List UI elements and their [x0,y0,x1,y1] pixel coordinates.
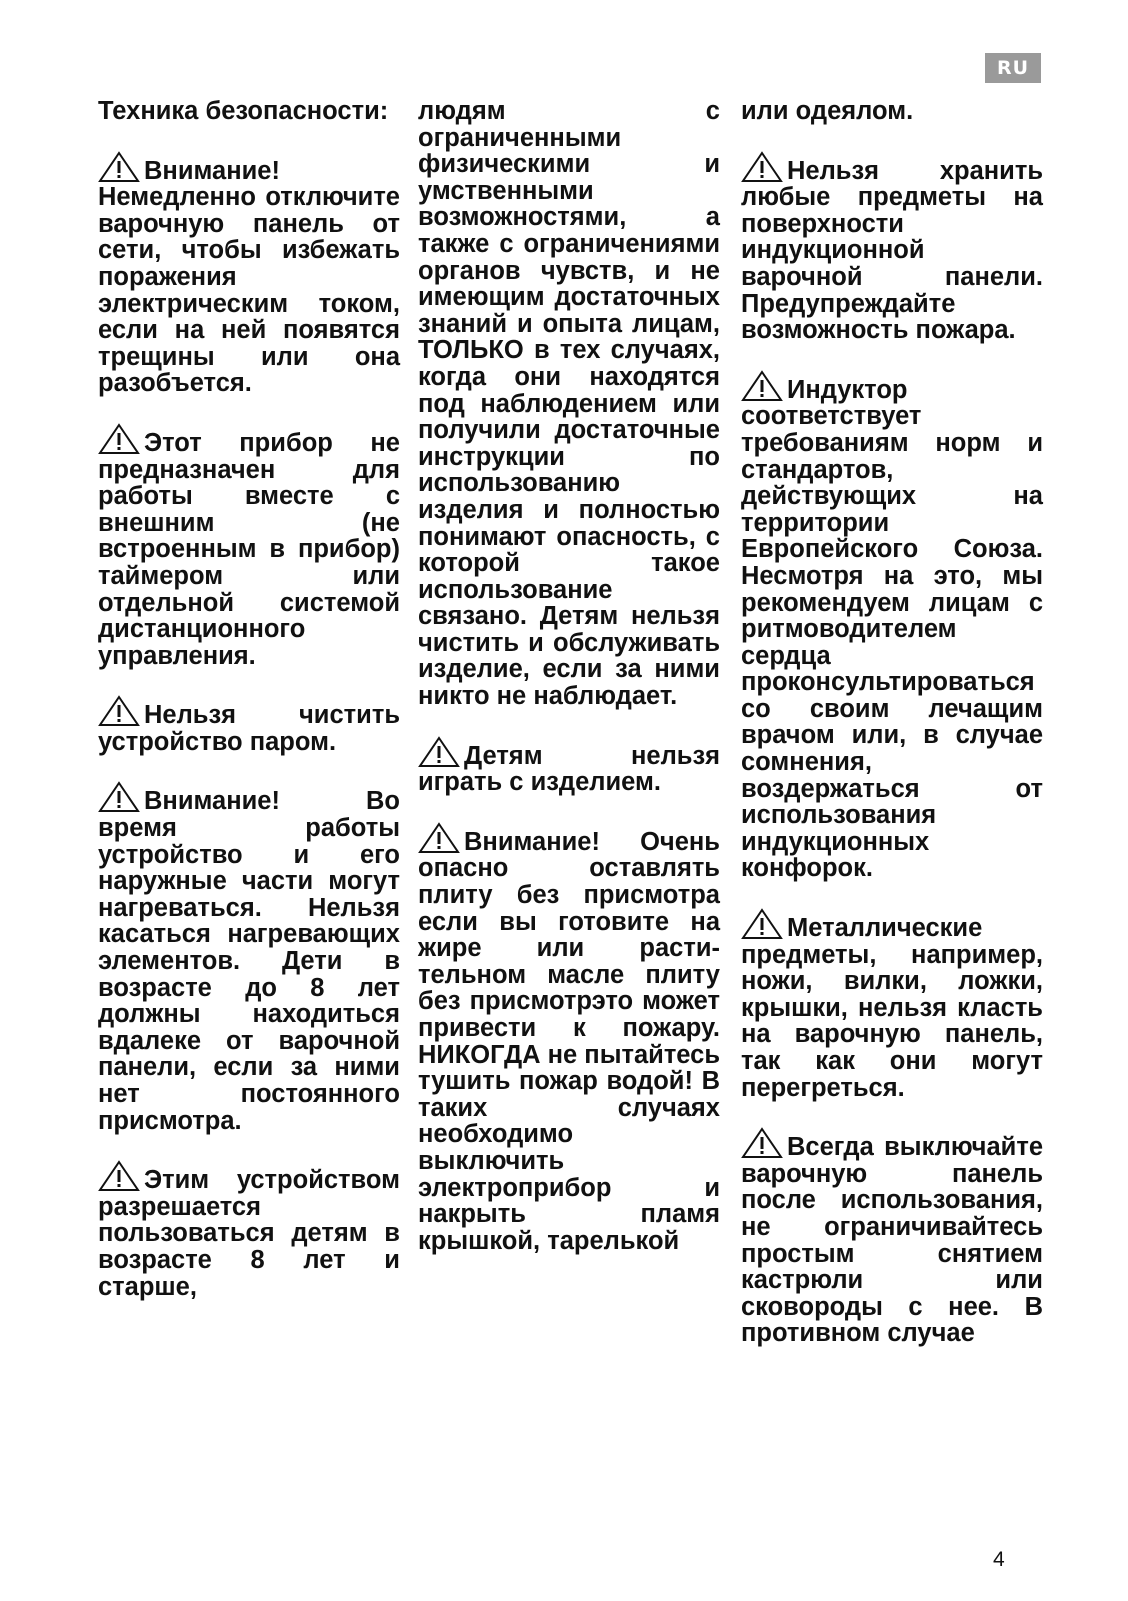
warning-paragraph [418,736,720,796]
warning-triangle-icon [418,822,460,854]
paragraph-text: Этот прибор не предназначен для работы вместе с внешним (не встроенным в прибор) таймером или отдельной системой дистанционного управления. [98,428,400,670]
text-column-2 [418,98,720,1280]
warning-paragraph [418,822,720,1255]
paragraph-text: Нельзя чистить устройство паром. [98,701,400,756]
warning-paragraph [741,908,1043,1101]
warning-triangle-icon [741,908,783,940]
paragraph-text: Внимание! Очень опасно оставлять плиту без присмотра если вы готовите на жире или расти-тельном масле плиту без присмотрэто может привести к пожару. НИКОГДА не пытайтесь тушить пожар водой! В таких случаях необходимо выключить электроприбор и накрыть пламя крышкой, тарелькой [418,827,721,1255]
paragraph-text: Детям нельзя играть с изделием. [418,741,720,797]
warning-triangle-icon [741,370,783,402]
paragraph-text: Внимание! Во время работы устройство и его наружные части могут нагреваться. Нельзя касаться нагревающих элементов. Дети в возрасте до 8 лет должны находиться вдалеке от варочной панели, если за ними нет постоянного присмотра. [98,787,400,1135]
warning-triangle-icon [98,423,140,455]
paragraph-text: Индуктор соответствует требованиям норм и стандартов, действующих на территории Европейского Союза. Несмотря на это, мы рекомендуем лицам с ритмоводителем сердца проконсультироваться со своим лечащим врачом или, в случае сомнения, воздержаться от использования индукционных конфорок. [741,375,1043,883]
paragraph [98,98,400,125]
warning-paragraph [98,423,400,669]
page-number: 4 [993,1548,1005,1571]
warning-paragraph [98,1160,400,1300]
paragraph-text: людям с ограниченными физическими и умственными возможностями, а также с ограничениями органов чувств, и не имеющим достаточных знаний и опыта лицам, ТОЛЬКО в тех случаях, когда они находятся под наблюдением или получили достаточные инструкции по использованию изделия и полностью понимают опасность, с которой такое использование связано. Детям нельзя чистить и обслуживать изделие, если за ними никто не наблюдает. [418,97,720,711]
paragraph-text: Внимание! Немедленно отключите варочную панель от сети, чтобы избежать поражения электрическим током, если на ней появятся трещины или она разобъется. [98,156,400,398]
text-column-3 [741,98,1043,1373]
language-badge: RU [985,53,1041,83]
paragraph-text: Техника безопасности: [98,97,389,125]
warning-paragraph [98,151,400,397]
warning-triangle-icon [741,1127,783,1159]
warning-triangle-icon [98,151,140,183]
warning-triangle-icon [741,151,783,183]
warning-triangle-icon [98,695,140,727]
warning-paragraph [741,1127,1043,1347]
warning-triangle-icon [418,736,460,768]
text-column-1 [98,98,400,1326]
paragraph [418,98,720,710]
warning-paragraph [98,695,400,755]
paragraph-text: Всегда выключайте варочную панель после использования, не ограничивайтесь простым снятием кастрюли или сковороды с нее. В противном случае [741,1133,1043,1348]
warning-triangle-icon [98,781,140,813]
warning-paragraph [741,370,1043,882]
warning-paragraph [98,781,400,1134]
paragraph [741,98,1043,125]
warning-triangle-icon [98,1160,140,1192]
warning-paragraph [741,151,1043,344]
paragraph-text: Нельзя хранить любые предметы на поверхности индукционной варочной панели. Предупреждайте возможность пожара. [741,156,1043,345]
paragraph-text: Этим устройством разрешается пользоваться детям в возрасте 8 лет и старше, [98,1166,400,1301]
paragraph-text: или одеялом. [741,97,914,125]
paragraph-text: Металлические предметы, например, ножи, вилки, ложки, крышки, нельзя класть на варочную панель, так как они могут перегреться. [741,914,1043,1102]
